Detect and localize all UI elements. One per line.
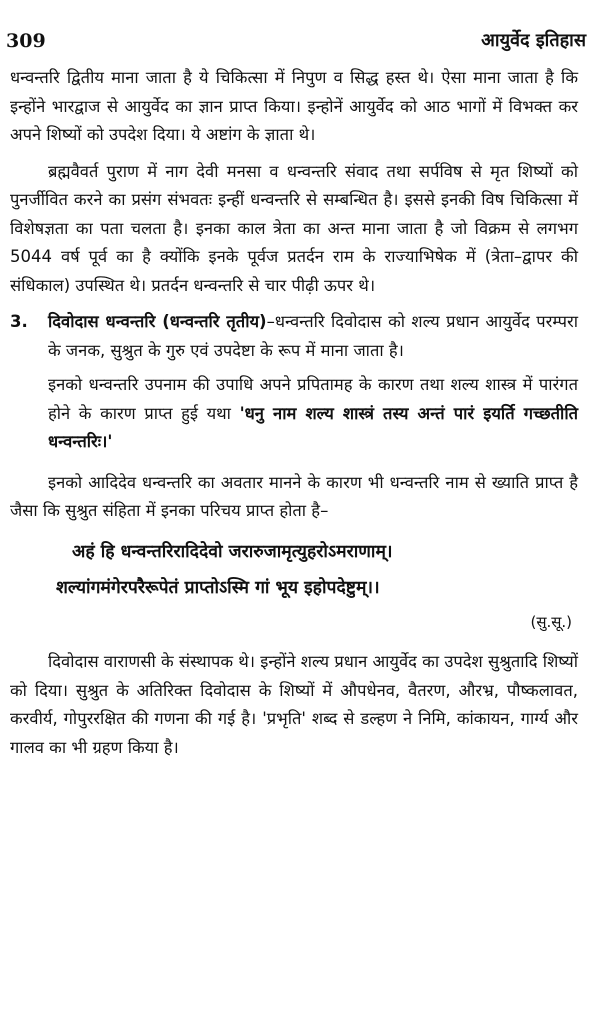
page-body xyxy=(10,64,578,770)
sanskrit-quote: 'धनु नाम शल्य शास्त्रं तस्य अन्तं पारं इयर्ति गच्छतीति धन्वन्तरिः।' xyxy=(48,403,579,451)
item-text: –धन्वन्तरि दिवोदास को शल्य प्रधान आयुर्वेद परम्परा के जनक, सुश्रुत के गुरु एवं उपदेष्टा के रूप में माना जाता है। xyxy=(48,312,579,360)
numbered-item-3 xyxy=(10,308,578,463)
paragraph-incarnation: इनको आदिदेव धन्वन्तरि का अवतार मानने के कारण भी धन्वन्तरि नाम से ख्याति प्राप्त है जैसा कि सुश्रुत संहिता में इनका परिचय प्राप्त होता है– xyxy=(10,472,578,520)
verse-line-2: शल्यांगमंगेरपरैरूपेतं प्राप्तोऽस्मि गां भूय इहोपदेष्टुम्।। xyxy=(56,577,380,598)
page-number: 309 xyxy=(6,30,46,52)
item-heading: दिवोदास धन्वन्तरि (धन्वन्तरि तृतीय) xyxy=(48,312,267,331)
item-paragraph-2-text: इनको धन्वन्तरि उपनाम की उपाधि अपने प्रपितामह के कारण तथा शल्य शास्त्र में पारंगत होने के कारण प्राप्त हुई यथा xyxy=(48,375,578,423)
sanskrit-verse xyxy=(10,534,578,606)
running-header-title: आयुर्वेद इतिहास xyxy=(481,30,586,51)
item-paragraph-1 xyxy=(48,308,578,365)
item-number: 3. xyxy=(10,312,28,331)
paragraph-continuation: धन्वन्तरि द्वितीय माना जाता है ये चिकित्सा में निपुण व सिद्ध हस्त थे। ऐसा माना जाता है कि इन्होंने भारद्वाज से आयुर्वेद का ज्ञान प्राप्त किया। इन्होनें आयुर्वेद को आठ भागों में विभक्त कर अपने शिष्यों को उपदेश दिया। ये अष्टांग के ज्ञाता थे। xyxy=(10,68,578,144)
item-body xyxy=(48,308,578,463)
paragraph-divodas: दिवोदास वाराणसी के संस्थापक थे। इन्होंने शल्य प्रधान आयुर्वेद का उपदेश सुश्रुतादि शिष्यों को दिया। सुश्रुत के अतिरिक्त दिवोदास के शिष्यों में औपधेनव, वैतरण, औरभ्र, पौष्कलावत, करवीर्य, गोपुररक्षित की गणना की गई है। 'प्रभृति' शब्द से डल्हण ने निमि, कांकायन, गार्ग्य और गालव का भी ग्रहण किया है। xyxy=(10,652,578,757)
item-paragraph-2 xyxy=(48,371,578,457)
verse-line-1: अहं हि धन्वन्तरिरादिदेवो जरारुजामृत्युहरोऽमराणाम्। xyxy=(72,541,393,562)
paragraph-brahmavaivarta: ब्रह्मवैवर्त पुराण में नाग देवी मनसा व धन्वन्तरि संवाद तथा सर्पविष से मृत शिष्यों को पुनर्जीवित करने का प्रसंग संभवतः इन्हीं धन्वन्तरि से सम्बन्धित है। इससे इनकी विष चिकित्सा में विशेषज्ञता का पता चलता है। इनका काल त्रेता का अन्त माना जाता है जो विक्रम से लगभग 5044 वर्ष पूर्व का है क्योंकि इनके पूर्वज प्रतर्दन राम के राज्याभिषेक में (त्रेता–द्वापर की संधिकाल) उपस्थित थे। प्रतर्दन धन्वन्तरि से चार पीढ़ी ऊपर थे। xyxy=(10,161,578,295)
verse-citation: (सु.सू.) xyxy=(530,612,572,631)
